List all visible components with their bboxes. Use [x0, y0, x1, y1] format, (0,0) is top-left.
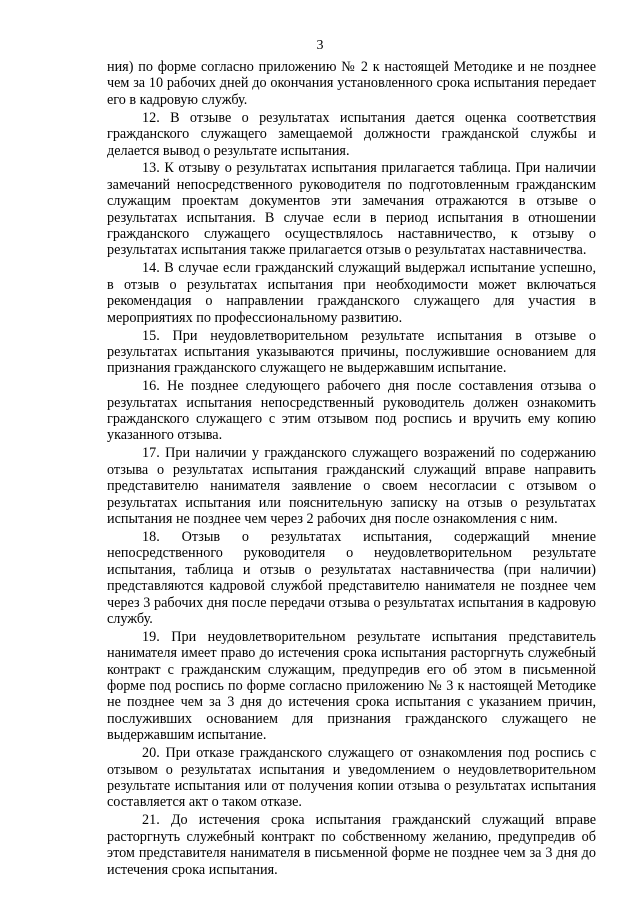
paragraph-21: 21. До истечения срока испытания гражданский служащий вправе расторгнуть служебный контракт по собственному желанию, предупредив об этом представителя нанимателя в письменной форме не позднее чем за 3 дня до истечения срока испытания. [107, 812, 596, 878]
paragraph-20: 20. При отказе гражданского служащего от ознакомления под роспись с отзывом о результатах испытания и уведомлением о неудовлетворительном результате испытания или от получения копии отзыва о результатах испытания составляется акт о таком отказе. [107, 745, 596, 811]
paragraph-13: 13. К отзыву о результатах испытания прилагается таблица. При наличии замечаний непосредственного руководителя по подготовленным гражданским служащим проектам документов эти замечания отражаются в отзыве о результатах испытания. В случае если в период испытания в отношении гражданского служащего осуществлялось наставничество, к отзыву о результатах испытания также прилагается отзыв о результатах наставничества. [107, 160, 596, 259]
page-number: 3 [316, 38, 324, 53]
paragraph-15: 15. При неудовлетворительном результате испытания в отзыве о результатах испытания указываются причины, послужившие основанием для признания гражданского служащего не выдержавшим испытание. [107, 327, 596, 377]
paragraph-17: 17. При наличии у гражданского служащего возражений по содержанию отзыва о результатах испытания гражданский служащий вправе направить представителю нанимателя заявление о своем несогласии с отзывом о результатах испытания или пояснительную записку на отзыв о результатах испытания не позднее чем через 2 рабочих дня после ознакомления с ним. [107, 445, 596, 527]
paragraph-continuation: ния) по форме согласно приложению № 2 к настоящей Методике и не позднее чем за 10 рабочих дней до окончания установленного срока испытания передает его в кадровую службу. [107, 59, 596, 108]
paragraph-19: 19. При неудовлетворительном результате испытания представитель нанимателя имеет право до истечения срока испытания расторгнуть служебный контракт с гражданским служащим, предупредив его об этом в письменной форме под роспись по форме согласно приложению № 3 к настоящей Методике не позднее чем за 3 дня до истечения срока испытания с указанием причин, послуживших основанием для признания гражданского служащего не выдержавшим испытание. [107, 628, 596, 744]
paragraph-14: 14. В случае если гражданский служащий выдержал испытание успешно, в отзыв о результатах испытания при необходимости может включаться рекомендация о направлении гражданского служащего для участия в мероприятиях по профессиональному развитию. [107, 260, 596, 326]
document-body [107, 59, 596, 879]
paragraph-18: 18. Отзыв о результатах испытания, содержащий мнение непосредственного руководителя о неудовлетворительном результате испытания, таблица и отзыв о результатах наставничества (при наличии) представляются кадровой службой представителю нанимателя не позднее чем через 3 рабочих дня после передачи отзыва о результатах испытания в кадровую службу. [107, 528, 596, 627]
paragraph-16: 16. Не позднее следующего рабочего дня после составления отзыва о результатах испытания непосредственный руководитель должен ознакомить гражданского служащего с этим отзывом под роспись и вручить ему копию указанного отзыва. [107, 378, 596, 444]
paragraph-12: 12. В отзыве о результатах испытания дается оценка соответствия гражданского служащего замещаемой должности гражданской службы и делается вывод о результате испытания. [107, 109, 596, 159]
